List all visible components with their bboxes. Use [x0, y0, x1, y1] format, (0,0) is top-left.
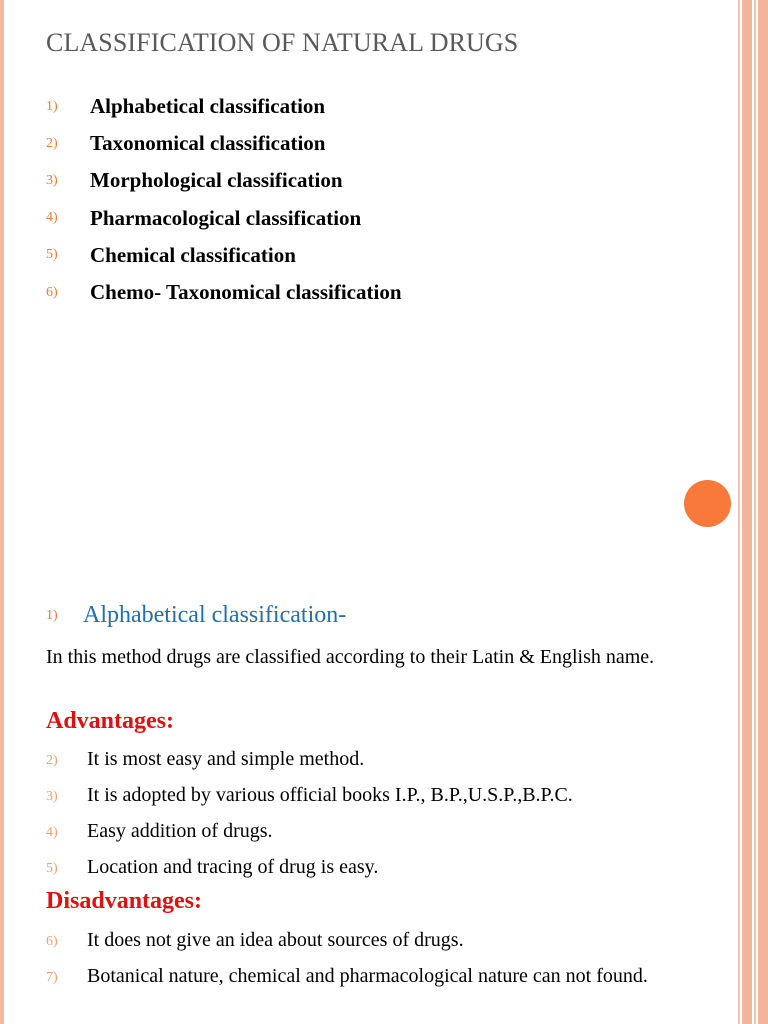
list-item-label: Pharmacological classification	[90, 205, 362, 230]
list-item-text: It is adopted by various official books I.P., B.P.,U.S.P.,B.P.C.	[87, 784, 573, 806]
left-border-stripe	[0, 512, 4, 1024]
list-number: 6)	[46, 284, 58, 300]
list-item-text: It is most easy and simple method.	[87, 748, 365, 770]
list-item	[46, 200, 402, 237]
decorative-stripe	[738, 512, 740, 1024]
list-item-text: Botanical nature, chemical and pharmacological nature can not found.	[87, 965, 648, 987]
list-item	[46, 926, 722, 956]
heading-number: 1)	[46, 607, 58, 623]
list-item-label: Chemical classification	[90, 242, 296, 267]
list-item-text: Location and tracing of drug is easy.	[87, 856, 379, 878]
list-number: 3)	[46, 789, 58, 804]
list-item-text: Easy addition of drugs.	[87, 820, 273, 842]
list-number: 5)	[46, 247, 58, 263]
list-number: 4)	[46, 825, 58, 840]
list-number: 1)	[46, 98, 58, 114]
slide-title: CLASSIFICATION OF NATURAL DRUGS	[46, 28, 519, 57]
orange-circle-decoration	[684, 480, 731, 527]
decorative-stripe	[754, 512, 756, 1024]
list-number: 5)	[46, 861, 58, 876]
decorative-stripe	[754, 0, 756, 512]
list-item	[46, 237, 402, 274]
decorative-stripe	[758, 512, 768, 1024]
list-item	[46, 162, 402, 199]
list-number: 2)	[46, 753, 58, 768]
list-item-label: Morphological classification	[90, 168, 343, 193]
list-item	[46, 781, 722, 811]
left-border-stripe	[0, 0, 4, 512]
list-item	[46, 125, 402, 162]
decorative-stripe	[742, 0, 752, 512]
list-number: 2)	[46, 135, 58, 151]
list-item	[46, 962, 722, 992]
decorative-stripe	[738, 0, 740, 512]
list-number: 7)	[46, 970, 58, 985]
list-item	[46, 745, 722, 775]
list-number: 3)	[46, 172, 58, 188]
classification-list	[46, 88, 402, 311]
slide-2	[0, 512, 768, 1024]
list-number: 4)	[46, 210, 58, 226]
list-item-label: Taxonomical classification	[90, 131, 326, 156]
disadvantages-title: Disadvantages:	[46, 888, 203, 914]
list-item	[46, 88, 402, 125]
list-item-label: Alphabetical classification	[90, 94, 326, 119]
list-item-text: It does not give an idea about sources of drugs.	[87, 929, 464, 951]
list-item-label: Chemo- Taxonomical classification	[90, 280, 402, 305]
disadvantages-list	[46, 926, 722, 998]
section-heading	[46, 602, 346, 629]
advantages-list	[46, 745, 722, 889]
list-item	[46, 274, 402, 311]
description-paragraph: In this method drugs are classified according to their Latin & English name.	[46, 646, 655, 668]
list-item	[46, 817, 722, 847]
advantages-title: Advantages:	[46, 708, 175, 734]
decorative-stripe	[758, 0, 768, 512]
list-item	[46, 853, 722, 883]
heading-text: Alphabetical classification-	[83, 602, 347, 628]
decorative-stripe	[742, 512, 752, 1024]
list-number: 6)	[46, 934, 58, 949]
